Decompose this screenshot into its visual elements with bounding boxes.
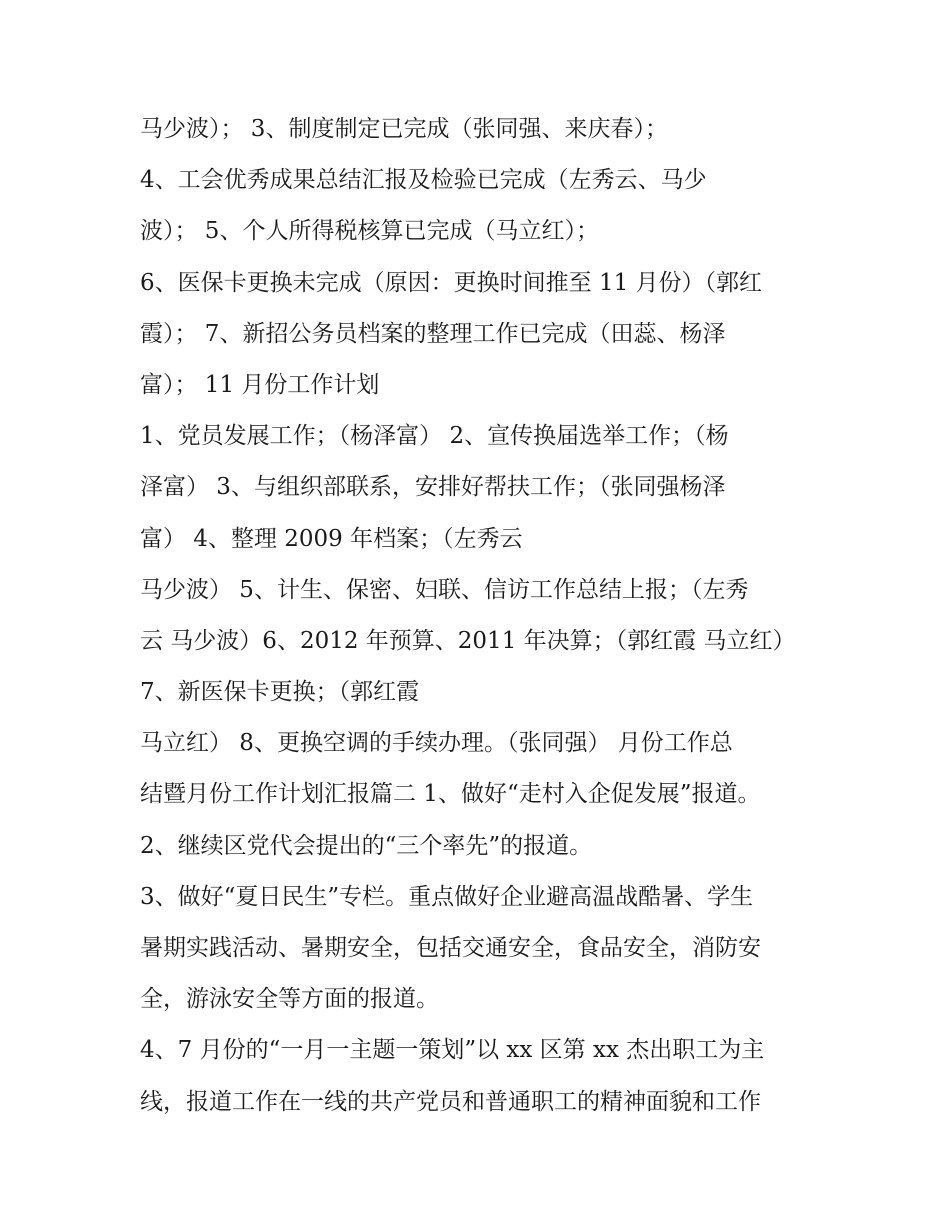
text-line: 暑期实践活动、暑期安全，包括交通安全，食品安全，消防安 xyxy=(140,935,761,961)
text-line: 马立红） 8、更换空调的手续办理。（张同强） 月份工作总 xyxy=(140,730,733,757)
text-line: 马少波）； 3、制度制定已完成（张同强、来庆春）； xyxy=(140,116,668,142)
text-line: 6、医保卡更换未完成（原因：更换时间推至 11 月份）（郭红 xyxy=(140,269,763,296)
text-line: 3、做好“夏日民生”专栏。重点做好企业避高温战酷暑、学生 xyxy=(140,883,754,910)
text-line: 结暨月份工作计划汇报篇二 1、做好“走村入企促发展”报道。 xyxy=(140,781,761,808)
text-line: 线，报道工作在一线的共产党员和普通职工的精神面貌和工作 xyxy=(140,1088,761,1115)
text-line: 富） 4、整理 2009 年档案；（左秀云 xyxy=(140,525,523,552)
text-line: 霞）； 7、新招公务员档案的整理工作已完成（田蕊、杨泽 xyxy=(140,320,726,347)
text-line: 1、党员发展工作；（杨泽富） 2、宣传换届选举工作；（杨 xyxy=(140,423,729,450)
text-line: 马少波） 5、计生、保密、妇联、信访工作总结上报；（左秀 xyxy=(140,576,749,603)
text-line: 云 马少波）6、2012 年预算、2011 年决算；（郭红霞 马立红） xyxy=(140,627,796,654)
text-line: 波）； 5、个人所得税核算已完成（马立红）； xyxy=(140,218,599,245)
text-line: 2、继续区党代会提出的“三个率先”的报道。 xyxy=(140,832,593,859)
text-line: 富）； 11 月份工作计划 xyxy=(140,371,380,398)
text-line: 全，游泳安全等方面的报道。 xyxy=(140,986,439,1013)
text-line: 4、7 月份的“一月一主题一策划”以 xx 区第 xx 杰出职工为主 xyxy=(140,1037,765,1064)
text-line: 7、新医保卡更换；（郭红霞 xyxy=(140,679,420,706)
text-line: 泽富） 3、与组织部联系，安排好帮扶工作；（张同强杨泽 xyxy=(140,474,726,501)
document-body xyxy=(140,104,830,1128)
text-line: 4、工会优秀成果总结汇报及检验已完成（左秀云、马少 xyxy=(140,167,707,194)
